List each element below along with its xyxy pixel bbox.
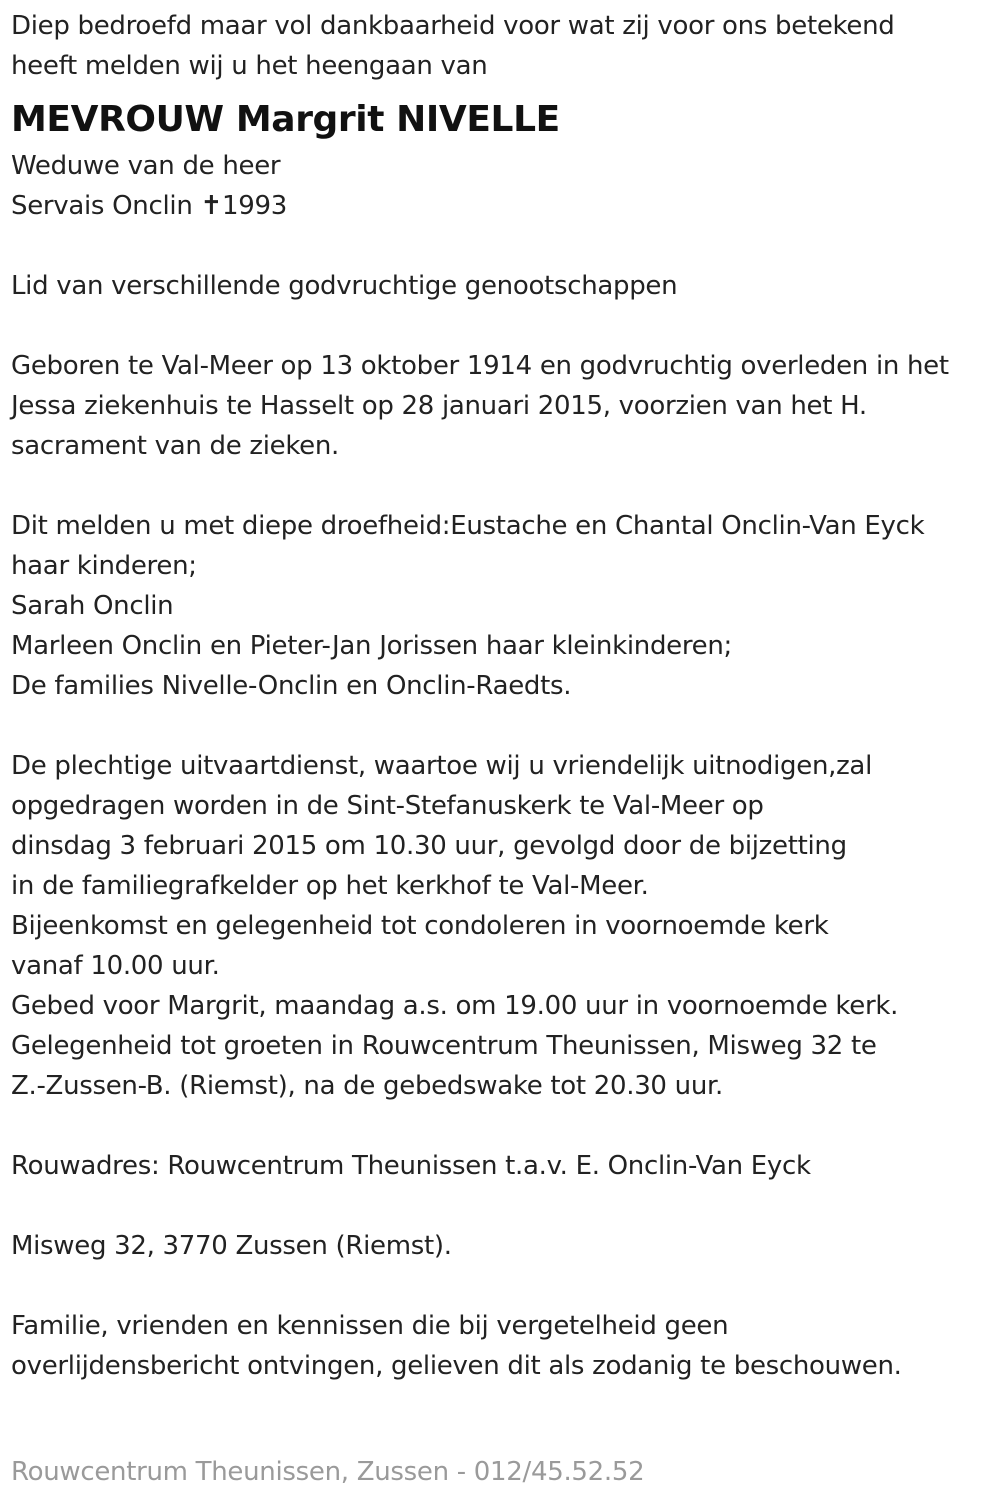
family-line-4: Marleen Onclin en Pieter-Jan Jorissen haar kleinkinderen; (11, 631, 733, 661)
spacer (11, 306, 996, 346)
funeral-line-5: Bijeenkomst en gelegenheid tot condoleren in voornoemde kerk (11, 911, 829, 941)
funeral-line-6: vanaf 10.00 uur. (11, 951, 220, 981)
funeral-line-2: opgedragen worden in de Sint-Stefanuskerk te Val-Meer op (11, 791, 764, 821)
street-address: Misweg 32, 3770 Zussen (Riemst). (11, 1231, 452, 1261)
spacer (11, 1106, 996, 1146)
spacer (11, 226, 996, 266)
spacer (11, 706, 996, 746)
funeral-line-1: De plechtige uitvaartdienst, waartoe wij u vriendelijk uitnodigen,zal (11, 751, 872, 781)
birth-death-line-1: Geboren te Val-Meer op 13 oktober 1914 en godvruchtig overleden in het (11, 351, 949, 381)
deceased-name: MEVROUW Margrit NIVELLE (11, 99, 560, 140)
spouse-line (11, 186, 996, 226)
spacer (11, 1186, 996, 1226)
birth-death-line-2: Jessa ziekenhuis te Hasselt op 28 januari 2015, voorzien van het H. (11, 391, 867, 421)
spouse-name: Servais Onclin (11, 191, 193, 221)
spacer (11, 1266, 996, 1306)
funeral-line-3: dinsdag 3 februari 2015 om 10.30 uur, gevolgd door de bijzetting (11, 831, 847, 861)
spouse-death-year: 1993 (221, 191, 287, 221)
funeral-line-7: Gebed voor Margrit, maandag a.s. om 19.00 uur in voornoemde kerk. (11, 991, 899, 1021)
mourning-address: Rouwadres: Rouwcentrum Theunissen t.a.v. E. Onclin-Van Eyck (11, 1151, 811, 1181)
birth-death-line-3: sacrament van de zieken. (11, 431, 340, 461)
spacer (11, 466, 996, 506)
funeral-line-8: Gelegenheid tot groeten in Rouwcentrum Theunissen, Misweg 32 te (11, 1031, 877, 1061)
funeral-home-footer: Rouwcentrum Theunissen, Zussen - 012/45.52.52 (11, 1457, 645, 1487)
funeral-line-4: in de familiegrafkelder op het kerkhof te Val-Meer. (11, 871, 649, 901)
family-line-5: De families Nivelle-Onclin en Onclin-Raedts. (11, 671, 572, 701)
family-line-2: haar kinderen; (11, 551, 197, 581)
cross-icon: ✝ (200, 191, 222, 221)
widow-line: Weduwe van de heer (11, 151, 281, 181)
funeral-line-9: Z.-Zussen-B. (Riemst), na de gebedswake tot 20.30 uur. (11, 1071, 723, 1101)
intro-line-1: Diep bedroefd maar vol dankbaarheid voor wat zij voor ons betekend (11, 11, 895, 41)
closing-line-2: overlijdensbericht ontvingen, gelieven dit als zodanig te beschouwen. (11, 1351, 902, 1381)
membership-line: Lid van verschillende godvruchtige genootschappen (11, 271, 678, 301)
obituary-notice (11, 6, 996, 1386)
intro-line-2: heeft melden wij u het heengaan van (11, 51, 488, 81)
closing-line-1: Familie, vrienden en kennissen die bij vergetelheid geen (11, 1311, 729, 1341)
family-line-3: Sarah Onclin (11, 591, 174, 621)
family-line-1: Dit melden u met diepe droefheid:Eustache en Chantal Onclin-Van Eyck (11, 511, 925, 541)
